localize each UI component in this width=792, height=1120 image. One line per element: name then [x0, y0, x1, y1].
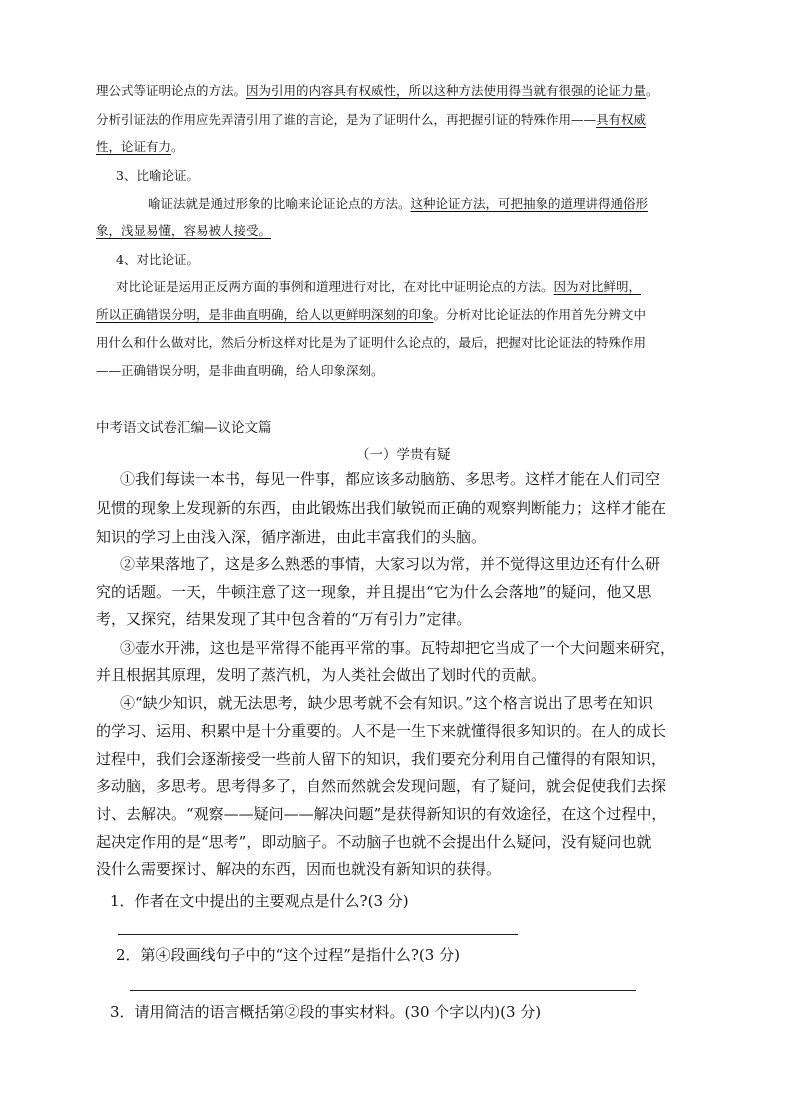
underlined-text: 这种论证方法，可把抽象的道理讲得通俗形	[410, 196, 649, 211]
contrast-heading: 4、对比论证。	[116, 252, 199, 267]
intro-text: 。	[171, 139, 184, 154]
intro-line	[116, 277, 641, 295]
question-1: 1．作者在文中提出的主要观点是什么?(3 分)	[110, 892, 409, 910]
underlined-text: 因为引用的内容具有权威性，所以这种方法使用得当就有很强的论证力量	[246, 83, 647, 98]
paragraph-line: 讨、去解决。“观察——疑问——解决问题”是获得新知识的有效途径，在这个过程中，	[96, 805, 667, 823]
intro-text: 理公式等证明论点的方法。	[96, 83, 247, 98]
intro-text: 对比论证是运用正反两方面的事例和道理进行对比，在对比中证明论点的方法。	[116, 279, 554, 294]
intro-text: 喻证法就是通过形象的比喻来论证论点的方法。	[148, 196, 411, 211]
underlined-text: 性，论证有力	[96, 139, 172, 154]
intro-line	[96, 137, 184, 155]
paragraph-line: 多动脑，多思考。思考得多了，自然而然就会发现问题，有了疑问，就会促使我们去探	[96, 777, 667, 795]
underlined-text: 象，浅显易懂，容易被人接受。	[96, 223, 272, 238]
intro-line: 用什么和什么做对比，然后分析这样对比是为了证明什么论点的，最后，把握对比论证法的特殊作用	[96, 335, 647, 350]
intro-text: 。	[646, 83, 659, 98]
underlined-text: 具有权威	[596, 112, 647, 127]
paragraph-line: 的学习、运用、积累中是十分重要的。人不是一生下来就懂得很多知识的。在人的成长	[96, 722, 667, 740]
underlined-text: 因为对比鲜明，	[553, 279, 642, 294]
paragraph-line: 知识的学习上由浅入深，循序渐进，由此丰富我们的头脑。	[96, 528, 487, 546]
answer-line-2[interactable]	[130, 990, 636, 991]
paragraph-line: 起决定作用的是“思考”，即动脑子。不动脑子也就不会提出什么疑问，没有疑问也就	[96, 833, 652, 851]
question-2: 2．第④段画线句子中的“这个过程”是指什么?(3 分)	[116, 946, 460, 964]
question-3: 3．请用简洁的语言概括第②段的事实材料。(30 个字以内)(3 分)	[110, 1003, 542, 1021]
intro-line	[96, 110, 646, 128]
paragraph-line: 没什么需要探讨、解决的东西，因而也就没有新知识的获得。	[96, 860, 502, 878]
intro-line	[96, 221, 271, 239]
paragraph-line: ①我们每读一本书，每见一件事，都应该多动脑筋、多思考。这样才能在人们司空	[120, 470, 661, 488]
intro-line: ——正确错误分明，是非曲直明确，给人印象深刻。	[96, 363, 384, 378]
answer-line-1[interactable]	[118, 934, 518, 935]
paragraph-line: 考，又探究，结果发现了其中包含着的“万有引力”定律。	[96, 610, 472, 628]
paragraph-line: ②苹果落地了，这是多么熟悉的事情，大家习以为常，并不觉得这里边还有什么研	[120, 555, 661, 573]
underlined-text: 所以正确错误分明，是非曲直明确，给人以更鲜明深刻的印象	[96, 307, 434, 322]
metaphor-heading: 3、比喻论证。	[116, 168, 199, 183]
paragraph-line: 见惯的现象上发现新的东西，由此锻炼出我们敏锐而正确的观察判断能力；这样才能在	[96, 499, 667, 517]
paragraph-line: 并且根据其原理，发明了蒸汽机，为人类社会做出了划时代的贡献。	[96, 666, 547, 684]
paragraph-line: 过程中，我们会逐渐接受一些前人留下的知识，我们要充分利用自己懂得的有限知识，	[96, 750, 667, 768]
article-title: （一）学贵有疑	[356, 447, 451, 463]
paragraph-line: ④“缺少知识，就无法思考，缺少思考就不会有知识。”这个格言说出了思考在知识	[120, 694, 653, 712]
intro-line	[96, 305, 646, 323]
paragraph-line: ③壶水开沸，这也是平常得不能再平常的事。瓦特却把它当成了一个大问题来研究，	[120, 639, 676, 657]
intro-text: 分析引证法的作用应先弄清引用了谁的言论，是为了证明什么，再把握引证的特殊作用——	[96, 112, 597, 127]
intro-line	[148, 194, 648, 212]
intro-text: 。分析对比论证法的作用首先分辨文中	[433, 307, 647, 322]
intro-line	[96, 81, 659, 99]
section-title: 中考语文试卷汇编—议论文篇	[96, 420, 272, 436]
paragraph-line: 究的话题。一天，牛顿注意了这一现象，并且提出“它为什么会落地”的疑问，他又思	[96, 583, 652, 601]
